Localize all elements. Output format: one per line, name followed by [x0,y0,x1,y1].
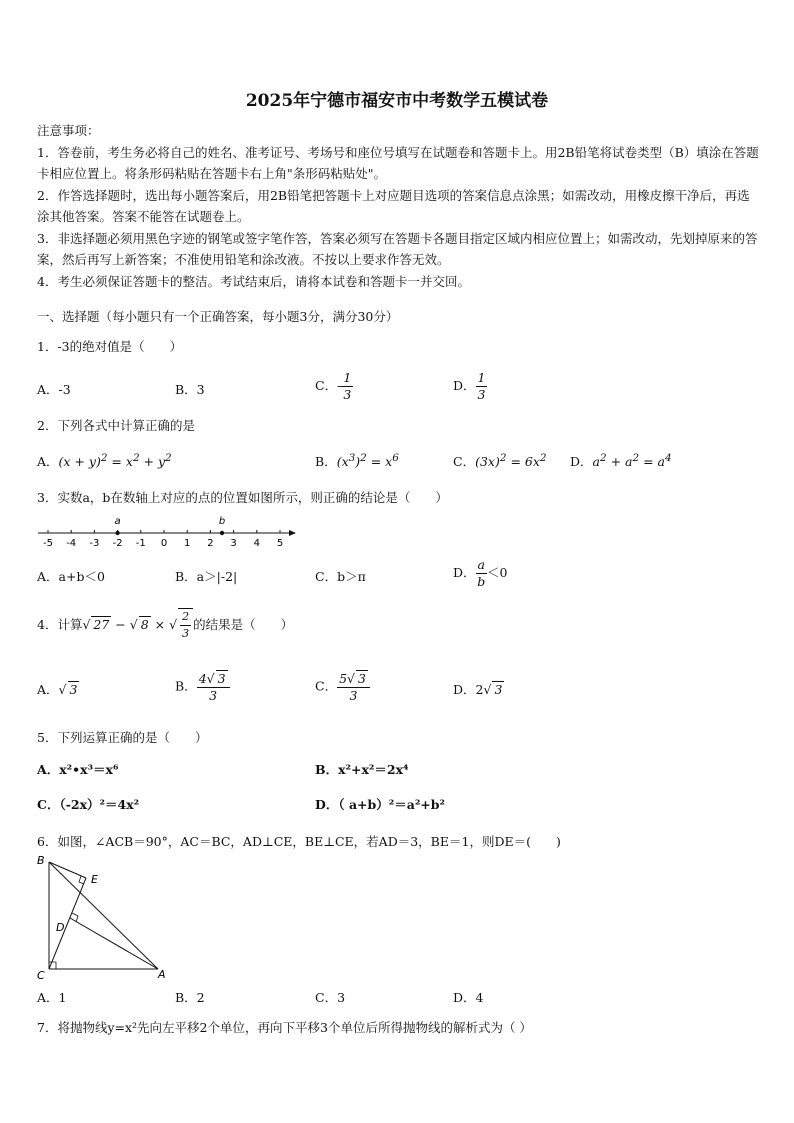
q5-option-b: B．x²+x²＝2x⁴ [315,762,409,777]
page-title: 2025年宁德市福安市中考数学五模试卷 [245,91,549,111]
q6-option-b: B．2 [175,990,205,1005]
q2-option-d: D．$a^2 + a^2 = a^4$ [570,452,672,470]
q4-option-b: B． $\frac{4√ 3}{3}$ [175,670,230,704]
axis-tick-label: -2 [112,538,123,549]
minus-sign: - [337,378,342,393]
question-1-stem: 1．-3的绝对值是（ ） [37,339,183,354]
point-b [220,531,224,535]
axis-tick-label: -3 [89,538,100,549]
q5-option-a: A．x²•x³＝x⁶ [37,762,119,777]
notice-item: 3．非选择题必须用黑色字迹的钢笔或签字笔作答，答案必须写在答题卡各题目指定区域内相应位置上；如需改动，先划掉原来的答案，然后再写上新答案；不准使用铅笔和涂改液。不按以上要求作答无效。 [37,230,758,267]
triangle-figure [34,852,174,984]
vertex-b-label: B [37,854,45,867]
notice-heading: 注意事项： [37,123,100,138]
q6-option-d: D．4 [453,990,484,1005]
q1-option-b: B．3 [175,382,205,397]
q6-option-a: A．1 [37,990,67,1005]
notice-item: 4．考生必须保证答题卡的整洁。考试结束后，请将本试卷和答题卡一并交回。 [37,273,470,289]
notice-item: 2．作答选择题时，选出每小题答案后，用2B铅笔把答题卡上对应题目选项的答案信息点涂黑；如需改动，用橡皮擦干净后，再选涂其他答案。答案不能答在试题卷上。 [37,187,750,224]
question-4-stem: 4．计算√ 27 − √ 8 × √ $\frac{2}{3}$ 的结果是（ ） [37,610,294,640]
vertex-c-label: C [37,969,45,982]
point-a [115,531,119,535]
q6-option-c: C．3 [315,990,346,1005]
fraction: $\frac{a}{b}$ [477,557,486,589]
vertex-a-label: A [158,968,166,981]
fraction: $\frac{1}{3}$ [477,370,486,402]
q4-option-a: A．√ 3 [37,682,78,697]
point-a-label: a [114,516,121,527]
axis-tick-label: 5 [276,538,284,549]
vertex-e-label: E [91,873,98,886]
axis-tick-label: 2 [207,538,214,549]
q5-option-d: D．（ a+b）²＝a²+b² [315,797,445,812]
axis-tick-label: -4 [66,538,77,549]
q2-option-b: B．$(x^3)^2 = x^6$ [315,452,399,470]
option-label: C． [315,378,338,393]
notice-block [37,120,762,292]
number-line-figure [34,513,299,551]
q2-option-c: C．$(3x)^2 = 6x^2$ [453,452,547,470]
q3-option-d: D． $\frac{a}{b}$ ＜0 [453,557,508,589]
axis-tick-label: 0 [160,538,168,549]
point-b-label: b [218,516,226,527]
axis-tick-label: 1 [184,538,191,549]
q1-option-a: A．-3 [37,382,71,397]
section-heading: 一、选择题（每小题只有一个正确答案，每小题3分，满分30分） [37,309,399,324]
q5-option-c: C．（-2x）²＝4x² [37,797,140,812]
axis-arrow [289,530,296,536]
fraction: $\frac{1}{3}$ [343,370,352,402]
q4-option-c: C． $\frac{5√ 3}{3}$ [315,670,370,704]
axis-tick-label: 4 [253,538,260,549]
axis-tick-label: -5 [43,538,53,549]
question-6-stem: 6．如图，∠ACB＝90°，AC＝BC，AD⊥CE，BE⊥CE，若AD＝3，BE＝1，则DE＝( ) [37,834,561,849]
q1-option-d [453,370,487,403]
question-3-stem: 3．实数a，b在数轴上对应的点的位置如图所示，则正确的结论是（ ） [37,490,448,505]
question-2-stem: 2．下列各式中计算正确的是 [37,418,195,433]
option-label: D． [453,378,476,393]
segment-be [49,862,86,878]
q2-option-a: A．$(x + y)^2 = x^2 + y^2$ [37,452,172,470]
notice-item: 1．答卷前，考生务必将自己的姓名、准考证号、考场号和座位号填写在试题卷和答题卡上。用2B铅笔将试卷类型（B）填涂在答题卡相应位置上。将条形码粘贴在答题卡右上角"条形码粘贴处"。 [37,144,759,181]
vertex-d-label: D [56,921,65,934]
question-5-stem: 5．下列运算正确的是（ ） [37,730,208,745]
q3-option-c: C．b＞π [315,569,366,584]
segment-ab [49,862,158,969]
axis-tick-label: -1 [135,538,146,549]
q3-option-a: A．a+b＜0 [37,569,105,584]
question-7-stem: 7．将抛物线y=x²先向左平移2个单位，再向下平移3个单位后所得抛物线的解析式为（ ） [37,1020,532,1035]
q4-option-d: D．2√ 3 [453,682,503,697]
q1-option-c [315,370,353,403]
axis-tick-label: 3 [230,538,237,549]
q3-option-b: B．a＞|-2| [175,569,238,584]
